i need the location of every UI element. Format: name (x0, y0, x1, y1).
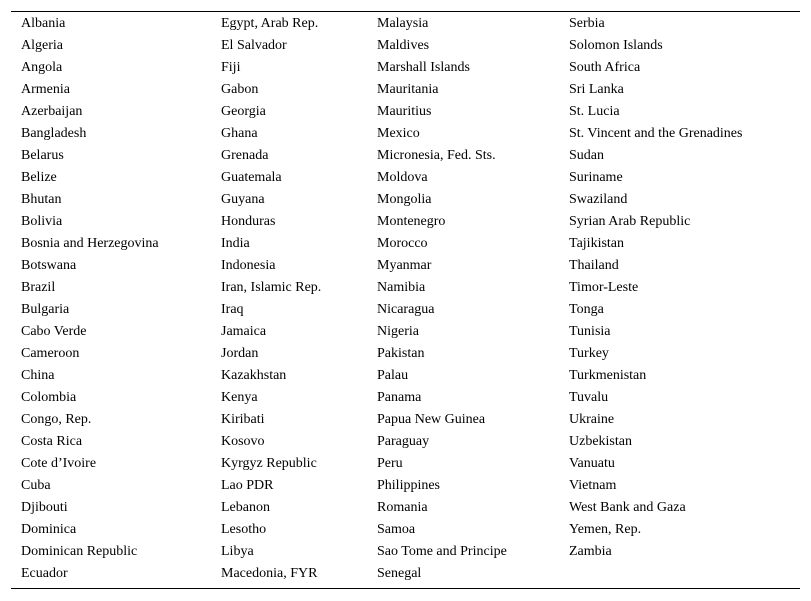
country-cell: Tunisia (569, 324, 611, 339)
country-cell: Brazil (21, 280, 56, 295)
country-table-container (11, 11, 800, 589)
country-cell: Peru (377, 456, 403, 471)
table-row (11, 365, 800, 387)
country-cell: Pakistan (377, 346, 425, 361)
country-cell: Romania (377, 500, 428, 515)
country-cell: Ukraine (569, 412, 615, 427)
country-cell: Congo, Rep. (21, 412, 92, 427)
country-cell: Palau (377, 368, 409, 383)
country-cell: Zambia (569, 544, 612, 559)
country-cell: Indonesia (221, 258, 276, 273)
country-cell: West Bank and Gaza (569, 500, 686, 515)
country-table-body (11, 13, 800, 585)
country-cell: Colombia (21, 390, 77, 405)
country-cell: St. Lucia (569, 104, 620, 119)
country-cell: St. Vincent and the Grenadines (569, 126, 743, 141)
table-row (11, 343, 800, 365)
country-cell: South Africa (569, 60, 641, 75)
country-cell: Angola (21, 60, 63, 75)
country-cell: Serbia (569, 16, 605, 31)
country-cell: Djibouti (21, 500, 68, 515)
table-row (11, 519, 800, 541)
country-cell: Macedonia, FYR (221, 566, 318, 581)
country-cell: Syrian Arab Republic (569, 214, 691, 229)
country-cell: Montenegro (377, 214, 446, 229)
country-cell: Costa Rica (21, 434, 83, 449)
country-cell: Solomon Islands (569, 38, 663, 53)
table-row (11, 299, 800, 321)
country-cell: Timor-Leste (569, 280, 639, 295)
country-cell: India (221, 236, 250, 251)
table-row (11, 101, 800, 123)
country-cell: Samoa (377, 522, 416, 537)
country-cell: Maldives (377, 38, 430, 53)
table-row (11, 475, 800, 497)
country-cell: Belize (21, 170, 57, 185)
country-cell: Lebanon (221, 500, 270, 515)
country-cell: Kiribati (221, 412, 265, 427)
country-cell: Malaysia (377, 16, 429, 31)
country-cell: Jamaica (221, 324, 267, 339)
country-cell: Bolivia (21, 214, 63, 229)
country-cell: Tajikistan (569, 236, 625, 251)
country-cell: Mexico (377, 126, 420, 141)
country-cell: Vanuatu (569, 456, 615, 471)
country-cell: El Salvador (221, 38, 287, 53)
country-cell: Bulgaria (21, 302, 70, 317)
table-row (11, 497, 800, 519)
country-cell: Azerbaijan (21, 104, 83, 119)
country-cell: Senegal (377, 566, 422, 581)
country-cell: Guyana (221, 192, 265, 207)
table-row (11, 123, 800, 145)
country-cell: Lao PDR (221, 478, 274, 493)
country-cell: Sri Lanka (569, 82, 624, 97)
country-cell: Libya (221, 544, 254, 559)
country-cell: Iraq (221, 302, 244, 317)
country-cell: Tuvalu (569, 390, 609, 405)
country-cell: Ecuador (21, 566, 68, 581)
country-cell: Kyrgyz Republic (221, 456, 317, 471)
country-cell: Georgia (221, 104, 266, 119)
table-row (11, 541, 800, 563)
country-cell: Mauritius (377, 104, 432, 119)
country-cell: Namibia (377, 280, 426, 295)
country-cell: Nicaragua (377, 302, 435, 317)
country-cell: Honduras (221, 214, 276, 229)
country-cell: Cote d’Ivoire (21, 456, 97, 471)
country-cell: Bangladesh (21, 126, 87, 141)
country-cell: Mauritania (377, 82, 439, 97)
table-row (11, 409, 800, 431)
table-row (11, 167, 800, 189)
table-row (11, 233, 800, 255)
country-cell: Turkey (569, 346, 609, 361)
country-cell: Sao Tome and Principe (377, 544, 507, 559)
table-row (11, 387, 800, 409)
country-cell: Algeria (21, 38, 63, 53)
country-cell: Belarus (21, 148, 64, 163)
table-row (11, 211, 800, 233)
country-cell: Yemen, Rep. (569, 522, 642, 537)
country-cell: Paraguay (377, 434, 430, 449)
country-cell: Egypt, Arab Rep. (221, 16, 319, 31)
country-cell: Gabon (221, 82, 259, 97)
table-row (11, 79, 800, 101)
country-cell: Marshall Islands (377, 60, 470, 75)
country-cell: Papua New Guinea (377, 412, 486, 427)
table-row (11, 13, 800, 35)
table-row (11, 321, 800, 343)
country-cell: Dominica (21, 522, 77, 537)
country-cell: Kenya (221, 390, 258, 405)
country-cell: Botswana (21, 258, 77, 273)
country-cell: Moldova (377, 170, 428, 185)
country-cell: Micronesia, Fed. Sts. (377, 148, 496, 163)
country-cell: Suriname (569, 170, 623, 185)
country-cell: Nigeria (377, 324, 419, 339)
country-table (11, 13, 800, 585)
country-cell: Cameroon (21, 346, 80, 361)
country-cell: Philippines (377, 478, 441, 493)
country-cell: Grenada (221, 148, 269, 163)
country-cell: Cuba (21, 478, 51, 493)
country-cell: Albania (21, 16, 66, 31)
country-cell: Vietnam (569, 478, 617, 493)
table-row (11, 35, 800, 57)
country-cell: Turkmenistan (569, 368, 647, 383)
country-cell: Ghana (221, 126, 258, 141)
country-cell: Fiji (221, 60, 241, 75)
table-row (11, 255, 800, 277)
country-cell: Tonga (569, 302, 604, 317)
table-row (11, 189, 800, 211)
country-cell: Cabo Verde (21, 324, 87, 339)
table-row (11, 277, 800, 299)
country-cell: Iran, Islamic Rep. (221, 280, 322, 295)
country-cell: Uzbekistan (569, 434, 632, 449)
country-cell: Kosovo (221, 434, 265, 449)
country-cell: Panama (377, 390, 422, 405)
country-cell: Mongolia (377, 192, 432, 207)
country-cell: Sudan (569, 148, 604, 163)
country-cell: Dominican Republic (21, 544, 138, 559)
country-cell: Lesotho (221, 522, 267, 537)
country-cell: Swaziland (569, 192, 628, 207)
country-cell: Thailand (569, 258, 619, 273)
table-row (11, 57, 800, 79)
country-cell (559, 563, 800, 585)
table-row (11, 453, 800, 475)
country-cell: Myanmar (377, 258, 432, 273)
country-cell: Bhutan (21, 192, 62, 207)
country-cell: Morocco (377, 236, 428, 251)
table-row (11, 431, 800, 453)
country-cell: Bosnia and Herzegovina (21, 236, 159, 251)
country-cell: Armenia (21, 82, 70, 97)
country-cell: Kazakhstan (221, 368, 287, 383)
country-cell: China (21, 368, 55, 383)
country-cell: Guatemala (221, 170, 282, 185)
country-cell: Jordan (221, 346, 259, 361)
table-row (11, 563, 800, 585)
table-row (11, 145, 800, 167)
